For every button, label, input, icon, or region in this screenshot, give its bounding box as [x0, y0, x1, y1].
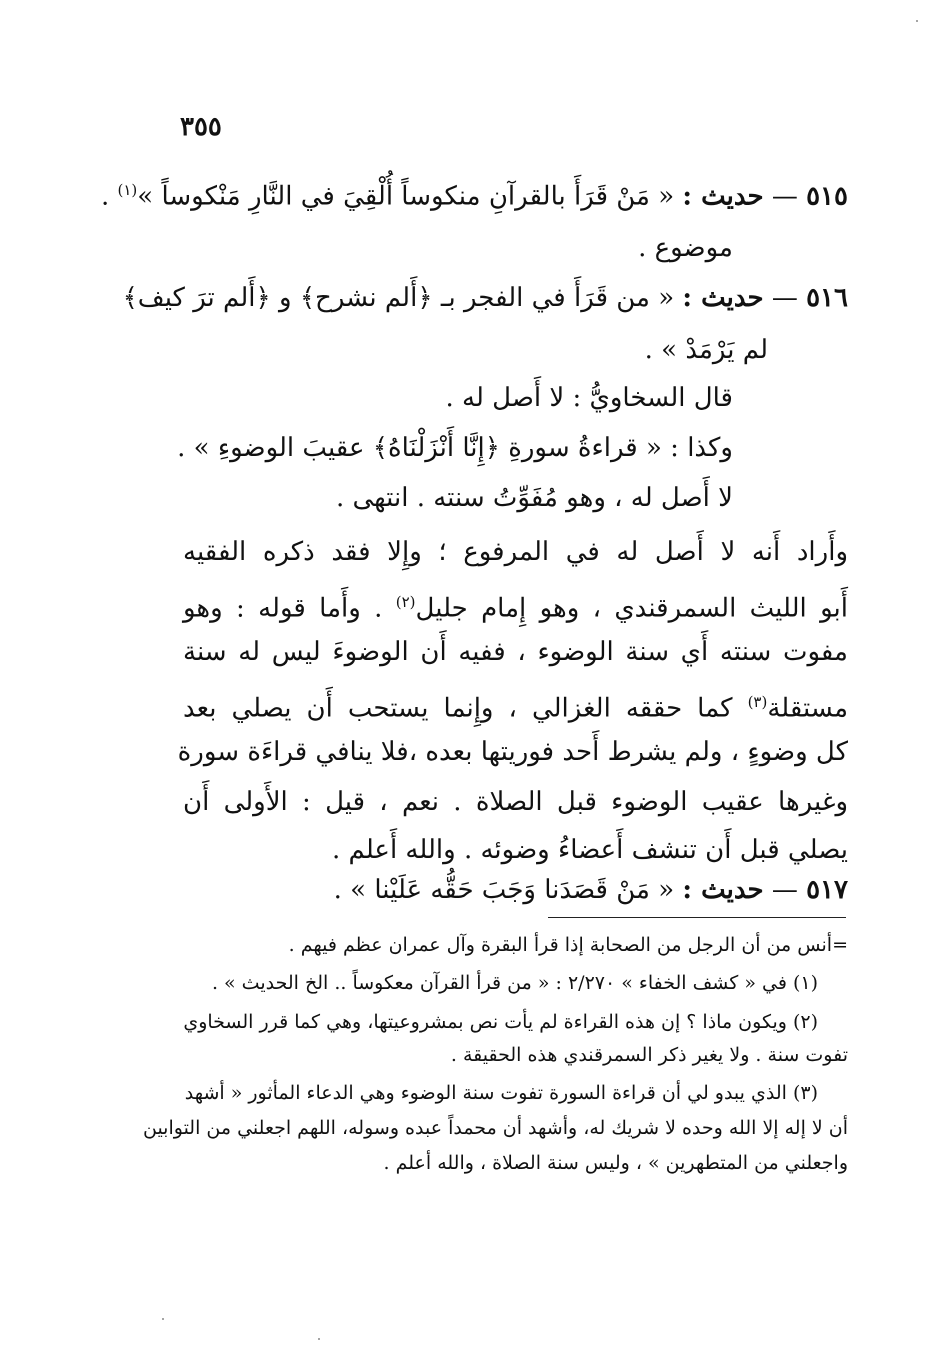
- body-line-1: قال السخاويُّ : لا أَصل له .: [445, 383, 733, 413]
- text-run: أَبو الليث السمرقندي ، وهو إِمام جليل: [415, 593, 849, 624]
- scan-speck: [916, 20, 918, 22]
- footnote-ref: (٣): [747, 693, 768, 711]
- paragraph-line-3: مفوت سنته أَي سنة الوضوء ، ففيه أَن الوضوءَ ليس له سنة: [183, 637, 848, 667]
- hadith-number: ٥١٥: [806, 181, 848, 212]
- body-line-3: لا أَصل له ، وهو مُفَوِّتُ سنته . انتهى .: [335, 483, 733, 513]
- paragraph-line-6: وغيرها عقيب الوضوء قبل الصلاة . نعم ، قيل : الأَولى أَن: [183, 787, 848, 817]
- entry-515-line-1: [101, 170, 848, 210]
- hadith-text: « من قَرَأَ في الفجر بـ ﴿أَلم نشرح﴾ و ﴿أَلم ترَ كيف﴾: [122, 283, 675, 313]
- entry-516-line-2: لم يَرْمَدْ » .: [644, 335, 768, 365]
- footnote-ref: (١): [117, 181, 138, 199]
- footnote-3-line-2: أن لا إله إلا الله وحده لا شريك له، وأشهد أن محمداً عبده وسوله، اللهم اجعلني من التوابين: [142, 1117, 848, 1139]
- dash: —: [771, 181, 798, 212]
- hadith-number: ٥١٧: [806, 875, 848, 905]
- paragraph-line-4: [183, 682, 848, 722]
- hadith-number: ٥١٦: [806, 283, 848, 313]
- hadith-label: حديث :: [682, 181, 764, 212]
- text-run: كما حققه الغزالي ، وإِنما يستحب أَن يصلي بعد: [183, 693, 733, 724]
- footnote-1: (١) في « كشف الخفاء » ٢/٢٧٠ : « من قرأ القرآن معكوساً .. الخ الحديث » .: [211, 972, 818, 994]
- paragraph-line-1: وأَراد أَنه لا أَصل له في المرفوع ؛ وإِلا فقد ذكره الفقيه: [183, 537, 848, 567]
- end-mark: .: [100, 181, 110, 212]
- footnote-ref: (٢): [395, 593, 416, 611]
- scan-speck: [162, 1318, 164, 1320]
- page-number: ٣٥٥: [180, 112, 222, 142]
- scan-speck: [318, 1338, 320, 1340]
- hadith-text: « مَنْ قَصَدَنا وَجَبَ حَقُّه عَلَيْنا » .: [333, 875, 675, 905]
- footnote-2-line-2: تفوت سنة . ولا يغير ذكر السمرقندي هذه الحقيقة .: [450, 1044, 848, 1066]
- entry-516-line-1: [122, 278, 848, 318]
- paragraph-line-2: [183, 582, 848, 622]
- hadith-label: حديث :: [682, 875, 764, 905]
- footnote-3-line-1: (٣) الذي يبدو لي أن قراءة السورة تفوت سنة الوضوء وهي الدعاء المأثور « أشهد: [184, 1082, 818, 1104]
- footnote-separator: [548, 917, 846, 918]
- text-run: . وأَما قوله : وهو: [183, 593, 383, 624]
- entry-517-line-1: [334, 870, 848, 910]
- hadith-text: « مَنْ قَرَأَ بالقرآنِ منكوساً أُلْقِيَ في النَّارِ مَنْكوساً »: [137, 181, 675, 212]
- paragraph-line-7: يصلي قبل أَن تنشف أَعضاءُ وضوئه . والله أَعلم .: [331, 835, 848, 865]
- dash: —: [771, 875, 798, 905]
- entry-515-verdict: موضوع .: [638, 233, 733, 263]
- hadith-label: حديث :: [682, 283, 764, 313]
- paragraph-line-5: كل وضوءٍ ، ولم يشرط أَحد فوريتها بعده ،فلا ينافي قراءَة سورة: [177, 737, 848, 767]
- footnote-3-line-3: واجعلني من المتطهرين » ، وليس سنة الصلاة ، والله أعلم .: [383, 1152, 848, 1174]
- footnote-2-line-1: (٢) ويكون ماذا ؟ إن هذه القراءة لم يأت نص بمشروعيتها، وهي كما قرر السخاوي: [183, 1011, 818, 1033]
- footnote-continuation: =أنس من أن الرجل من الصحابة إذا قرأ البقرة وآل عمران عظم فيهم .: [288, 934, 848, 956]
- body-line-2: وكذا : « قراءةُ سورةِ ﴿إِنَّا أَنْزَلْنَاهُ﴾ عقيبَ الوضوءِ » .: [177, 433, 733, 463]
- text-run: مستقلة: [767, 693, 849, 724]
- dash: —: [771, 283, 798, 313]
